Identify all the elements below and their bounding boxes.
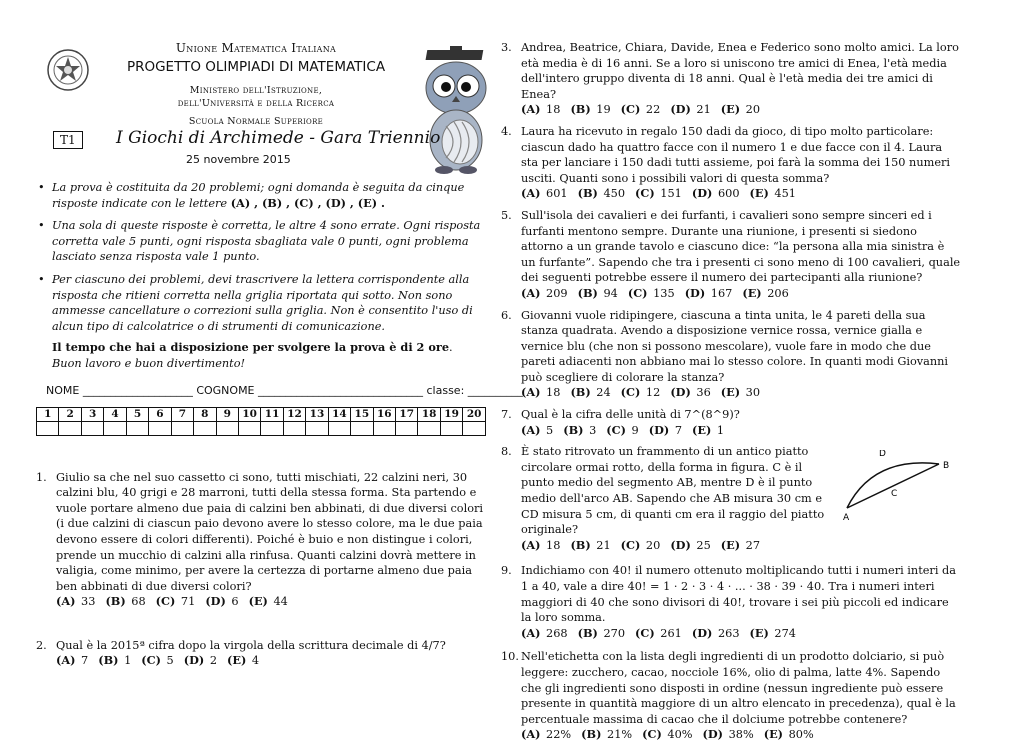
exam-title: I Giochi di Archimede - Gara Triennio [116,128,441,148]
answer-option [205,595,238,608]
option-letter: (E) [742,285,762,300]
answer-option [670,539,710,552]
answer-option [56,595,95,608]
option-letter: (A) [521,537,541,552]
option-letter: (E) [227,653,247,668]
option-value: 450 [597,187,626,201]
grid-answer-cell[interactable] [104,421,126,435]
option-letter: (C) [606,422,626,437]
grid-number: 7 [171,407,193,421]
option-letter: (D) [648,422,670,437]
answer-options [521,538,961,554]
right-problems [501,40,961,743]
point-label-b: B [943,461,950,472]
answer-option [521,424,553,437]
grid-number: 8 [194,407,216,421]
answer-option [692,424,724,437]
grid-number: 13 [306,407,328,421]
answer-option [670,386,710,399]
answer-option [521,103,560,116]
answer-option [621,539,661,552]
option-value: 20 [740,103,761,117]
option-value: 21 [690,103,711,117]
answer-option [570,539,610,552]
option-letter: (E) [720,537,741,552]
answer-option [649,424,682,437]
answer-option [606,424,638,437]
option-value: 18 [540,386,561,400]
answer-option [578,187,625,200]
option-value: 5 [540,423,554,437]
problem-number: 6. [501,308,512,322]
option-letter: (A) [521,285,541,300]
school-name: Scuola Normale Superiore [188,116,324,127]
answer-grid-cells [37,421,486,435]
grid-answer-cell[interactable] [59,421,81,435]
option-letter: (C) [635,625,655,640]
option-letter: (A) [56,594,76,609]
answer-option [578,627,625,640]
option-letter: (D) [691,625,713,640]
answer-options [521,286,961,302]
problem-text: Qual è la cifra delle unità di 7^(8^9)? [521,408,740,422]
grid-answer-cell[interactable] [463,421,486,435]
problem-number: 3. [501,41,512,54]
option-letter: (D) [670,385,691,400]
answer-option [721,386,760,399]
grid-number: 12 [283,407,305,421]
grid-answer-cell[interactable] [418,421,440,435]
option-value: 68 [125,595,146,609]
grid-answer-cell[interactable] [373,421,395,435]
problem-8 [501,444,961,553]
option-value: 21 [590,538,611,552]
grid-number: 6 [149,407,171,421]
option-value: 6 [225,595,239,609]
option-letter: (E) [749,625,769,640]
greeting: Buon lavoro e buon divertimento! [52,356,246,370]
answer-options [56,653,488,669]
rule-3: • Per ciascuno dei problemi, devi trascrivere la lettera corrispondente alla risposta che ritieni corretta nella griglia riportata qui sotto. Non sono ammesse cancellature o correzioni sulla griglia. Non è consentito l'uso di alcun tipo di calcolatrice o di strumenti di comunicazione. [36,272,488,334]
answer-option [141,654,173,667]
grid-answer-cell[interactable] [37,421,59,435]
option-letter: (E) [720,385,741,400]
answer-option [642,728,692,741]
grid-answer-cell[interactable] [126,421,148,435]
grid-answer-cell[interactable] [216,421,238,435]
option-letter: (B) [570,102,591,117]
problem-4 [501,124,961,202]
option-value: 2 [204,654,218,668]
problem-text: Laura ha ricevuto in regalo 150 dadi da gioco, di tipo molto particolare: ciascun dado ha quattro facce con il numero 1 e due facce con il 4. Laura sta per lanciare i 150 dadi tutti assieme, poi farà la somma dei 150 numeri usciti. Quanti sono i possibili valori di questa somma? [521,124,951,185]
problem-number: 5. [501,208,512,222]
point-label-a: A [843,513,850,521]
option-value: 44 [267,595,288,609]
problem-2 [36,638,488,669]
answer-option [621,103,661,116]
option-letter: (A) [521,727,541,742]
option-letter: (D) [691,186,713,201]
point-label-c: C [891,489,898,500]
problem-number: 7. [501,408,512,422]
option-value: 151 [654,187,682,201]
option-value: 80% [783,728,814,742]
grid-number: 1 [37,407,59,421]
option-letter: (C) [141,653,161,668]
option-letter: (B) [577,625,598,640]
problem-number: 4. [501,124,512,138]
problem-text: Nell'etichetta con la lista degli ingredienti di un prodotto dolciario, si può leggere: zucchero, cacao, nocciole 16%, olio di palma, latte 4%. Sapendo che gli ingredienti sono disposti in ordine (nessun ingrediente può essere presente in quantità maggiore di un altro elencato in precedenza), qual è la percentuale massima di cacao che il dolciume potrebbe contenere? [521,650,956,726]
grid-number: 17 [396,407,418,421]
answer-options [521,727,961,743]
problem-text: Andrea, Beatrice, Chiara, Davide, Enea e Federico sono molto amici. La loro età media è di 16 anni. Se a loro si uniscono tre amici di Enea, l'età media dell'intero gruppo diventa di 18 anni. Qual è l'età media dei tre amici di Enea? [521,41,959,101]
option-letter: (D) [684,285,706,300]
option-value: 274 [768,626,796,640]
option-value: 270 [597,626,626,640]
answer-option [692,627,740,640]
option-letter: (C) [155,594,176,609]
option-value: 261 [654,626,682,640]
problem-number: 8. [501,445,512,459]
option-letter: (B) [105,594,126,609]
problem-9 [501,563,961,641]
option-value: 20 [640,538,661,552]
grid-answer-cell[interactable] [351,421,373,435]
grid-answer-cell[interactable] [171,421,193,435]
option-letter: (B) [563,422,584,437]
grid-number: 3 [81,407,103,421]
option-letter: (E) [720,102,741,117]
grid-number: 9 [216,407,238,421]
grid-answer-cell[interactable] [283,421,305,435]
owl-mascot-icon [416,46,496,176]
header [36,40,488,180]
answer-option [521,187,568,200]
option-value: 7 [669,423,683,437]
answer-option [521,386,560,399]
problem-6 [501,308,961,402]
answer-option [521,728,571,741]
grid-number: 16 [373,407,395,421]
rule-1 [36,180,488,211]
left-problems [36,470,488,670]
ministry-line-1: Ministero dell'Istruzione, [189,85,323,96]
option-letter: (E) [763,727,784,742]
problem-number: 9. [501,564,512,578]
plate-fragment-figure [839,450,967,520]
option-value: 24 [590,386,611,400]
answer-option [184,654,217,667]
option-value: 263 [712,626,740,640]
rule-2: • Una sola di queste risposte è corretta, le altre 4 sono errate. Ogni risposta corretta vale 5 punti, ogni risposta sbagliata vale 0 punti, ogni problema lasciato senza risposta vale 1 punto. [36,218,488,265]
option-letter: (C) [620,385,641,400]
ministry-name [106,84,406,110]
answer-grid-header [37,407,486,421]
option-letter: (B) [577,186,598,201]
problem-number: 2. [36,638,47,652]
option-letter: (A) [521,625,541,640]
option-letter: (E) [692,422,712,437]
option-value: 600 [712,187,740,201]
problem-3 [501,40,961,118]
answer-option [521,627,568,640]
option-letter: (B) [570,537,591,552]
problem-number: 1. [36,470,47,484]
answer-option [56,654,88,667]
answer-option [635,627,682,640]
answer-option [249,595,288,608]
answer-option [685,287,733,300]
option-letter: (A) [521,102,541,117]
answer-option [764,728,814,741]
grid-number: 11 [261,407,283,421]
problem-text: Giulio sa che nel suo cassetto ci sono, tutti mischiati, 22 calzini neri, 30 calzini blu, 40 grigi e 28 marroni, tutti della stessa forma. Sta partendo e vuole portare almeno due paia di calzini ben abbinati, di due diversi colori (i due calzini di ciascun paio devono avere lo stesso colore, ma le due paia devono essere di colori differenti). Poiché è buio e non distingue i colori, prende un mucchio di calzini alla rinfusa. Quanti calzini dovrà mettere in valigia, come minimo, per avere la certezza di portarne almeno due paia ben abbinati di due diversi colori? [56,470,484,593]
rule-1-text: La prova è costituita da 20 problemi; ogni domanda è seguita da cinque risposte indicate con le lettere [52,181,465,210]
grid-answer-cell[interactable] [328,421,350,435]
option-value: 4 [246,654,260,668]
option-value: 21% [601,728,633,742]
answer-option [721,539,760,552]
grid-answer-cell[interactable] [81,421,103,435]
option-value: 18 [540,103,561,117]
option-letter: (D) [183,653,205,668]
answer-option [581,728,632,741]
problem-text: Sull'isola dei cavalieri e dei furfanti, i cavalieri sono sempre sinceri ed i furfanti mentono sempre. Durante una riunione, i presenti si siedono attorno a un grande tavolo e ciascuno dice: “la persona alla mia sinistra è un furfante”. Sapendo che tra i presenti ci sono meno di 100 cavalieri, quale dei seguenti potrebbe essere il numero dei partecipanti alla riunione? [521,208,961,285]
answer-option [692,187,740,200]
problem-text: Qual è la 2015ª cifra dopo la virgola della scrittura decimale di 4/7? [56,638,446,652]
answer-option [156,595,196,608]
option-letter: (D) [670,537,691,552]
option-letter: (B) [577,285,598,300]
option-value: 209 [540,286,568,300]
option-letter: (A) [56,653,76,668]
project-name: PROGETTO OLIMPIADI DI MATEMATICA [126,59,386,75]
option-letter: (C) [620,537,641,552]
grid-number: 15 [351,407,373,421]
option-value: 167 [705,286,733,300]
option-value: 18 [540,538,561,552]
time-note: Il tempo che hai a disposizione per svolgere la prova è di 2 ore. Buon lavoro e buon divertimento! [52,340,453,370]
answer-option [670,103,710,116]
answer-grid [36,407,486,436]
problem-text: È stato ritrovato un frammento di un antico piatto circolare ormai rotto, della forma in figura. C è il punto medio del segmento AB, mentre D è il punto medio dell'arco AB. Sapendo che AB misura 30 cm e CD misura 5 cm, di quanti cm era il raggio del piatto originale? [521,445,825,537]
option-value: 22% [540,728,572,742]
time-limit: Il tempo che hai a disposizione per svolgere la prova è di 2 ore [52,340,450,355]
grid-number: 19 [440,407,462,421]
grid-number: 20 [463,407,486,421]
answer-options [521,423,961,439]
answer-option [635,187,682,200]
option-value: 19 [590,103,611,117]
answer-options [521,385,961,401]
option-value: 36 [690,386,711,400]
grid-answer-cell[interactable] [306,421,328,435]
problem-5 [501,208,961,302]
answer-option [578,287,618,300]
answer-options [521,102,961,118]
option-letter: (D) [670,102,691,117]
option-letter: (B) [570,385,591,400]
answer-option [521,539,560,552]
grid-answer-cell[interactable] [440,421,462,435]
grid-number: 18 [418,407,440,421]
option-value: 9 [625,423,639,437]
option-letter: (A) [521,186,541,201]
option-value: 25 [690,538,711,552]
answer-option [628,287,675,300]
grid-answer-cell[interactable] [194,421,216,435]
option-value: 12 [640,386,661,400]
option-value: 3 [583,423,597,437]
answer-options [56,594,488,610]
answer-option [521,287,568,300]
name-fields[interactable]: NOME ____________________ COGNOME ______________________________ classe: __________ [46,383,523,397]
option-value: 451 [768,187,796,201]
option-letter: (C) [627,285,648,300]
grid-number: 2 [59,407,81,421]
italian-emblem-icon [46,48,90,92]
answer-option [563,424,596,437]
option-value: 5 [160,654,174,668]
option-value: 30 [740,386,761,400]
option-value: 1 [711,423,725,437]
ministry-line-2: dell'Università e della Ricerca [177,98,335,109]
option-value: 71 [175,595,196,609]
option-letter: (E) [248,594,268,609]
test-badge: T1 [53,131,83,149]
option-letter: (C) [642,727,662,742]
grid-number: 5 [126,407,148,421]
grid-answer-cell[interactable] [261,421,283,435]
option-letter: (B) [581,727,602,742]
answer-option [750,627,796,640]
option-letter: (D) [205,594,226,609]
option-value: 33 [75,595,96,609]
option-letter: (E) [749,186,769,201]
option-letter: (A) [521,422,541,437]
rules-list [36,180,488,334]
option-value: 94 [597,286,618,300]
point-label-d: D [879,450,886,460]
grid-answer-cell[interactable] [238,421,260,435]
option-value: 7 [75,654,89,668]
grid-answer-cell[interactable] [396,421,418,435]
problem-10 [501,649,961,743]
option-value: 601 [540,187,568,201]
answer-option [227,654,259,667]
answer-options [521,626,961,642]
answer-option [621,386,661,399]
option-value: 38% [723,728,754,742]
rule-1-letters: (A) , (B) , (C) , (D) , (E) . [230,195,385,210]
answer-option [703,728,754,741]
option-value: 22 [640,103,661,117]
grid-number: 10 [238,407,260,421]
right-column [501,40,961,743]
grid-answer-cell[interactable] [149,421,171,435]
exam-date: 25 novembre 2015 [186,153,291,166]
grid-number: 14 [328,407,350,421]
option-letter: (C) [635,186,655,201]
answer-option [105,595,145,608]
answer-option [570,386,610,399]
option-letter: (B) [98,653,119,668]
answer-option [570,103,610,116]
option-value: 268 [540,626,568,640]
option-value: 40% [661,728,693,742]
option-letter: (A) [521,385,541,400]
grid-number: 4 [104,407,126,421]
option-letter: (D) [702,727,724,742]
problem-text: Giovanni vuole ridipingere, ciascuna a tinta unita, le 4 pareti della sua stanza quadrata. Avendo a disposizione vernice rossa, vernice gialla e vernice blu (che non si possono mescolare), vuole fare in modo che due pareti adiacenti non abbiano mai lo stesso colore. In quanti modi Giovanni può scegliere di colorare la stanza? [521,308,949,384]
answer-option [750,187,796,200]
option-value: 206 [761,286,789,300]
answer-option [721,103,760,116]
problem-number: 10. [501,650,519,664]
option-value: 1 [118,654,132,668]
answer-option [98,654,131,667]
union-name: Unione Matematica Italiana [175,41,337,55]
option-value: 135 [647,286,675,300]
left-column [36,40,523,669]
option-letter: (C) [620,102,641,117]
answer-options [521,186,961,202]
answer-option [742,287,788,300]
option-value: 27 [740,538,761,552]
problem-7 [501,407,961,438]
header-text [106,40,406,127]
problem-1 [36,470,488,610]
problem-text: Indichiamo con 40! il numero ottenuto moltiplicando tutti i numeri interi da 1 a 40, vale a dire 40! = 1 · 2 · 3 · 4 · ... · 38 · 39 · 40. Tra i numeri interi maggiori di 40 che sono divisori di 40!, trovare i sei più piccoli ed indicare la loro somma. [521,564,956,625]
chord-ab [847,464,939,508]
